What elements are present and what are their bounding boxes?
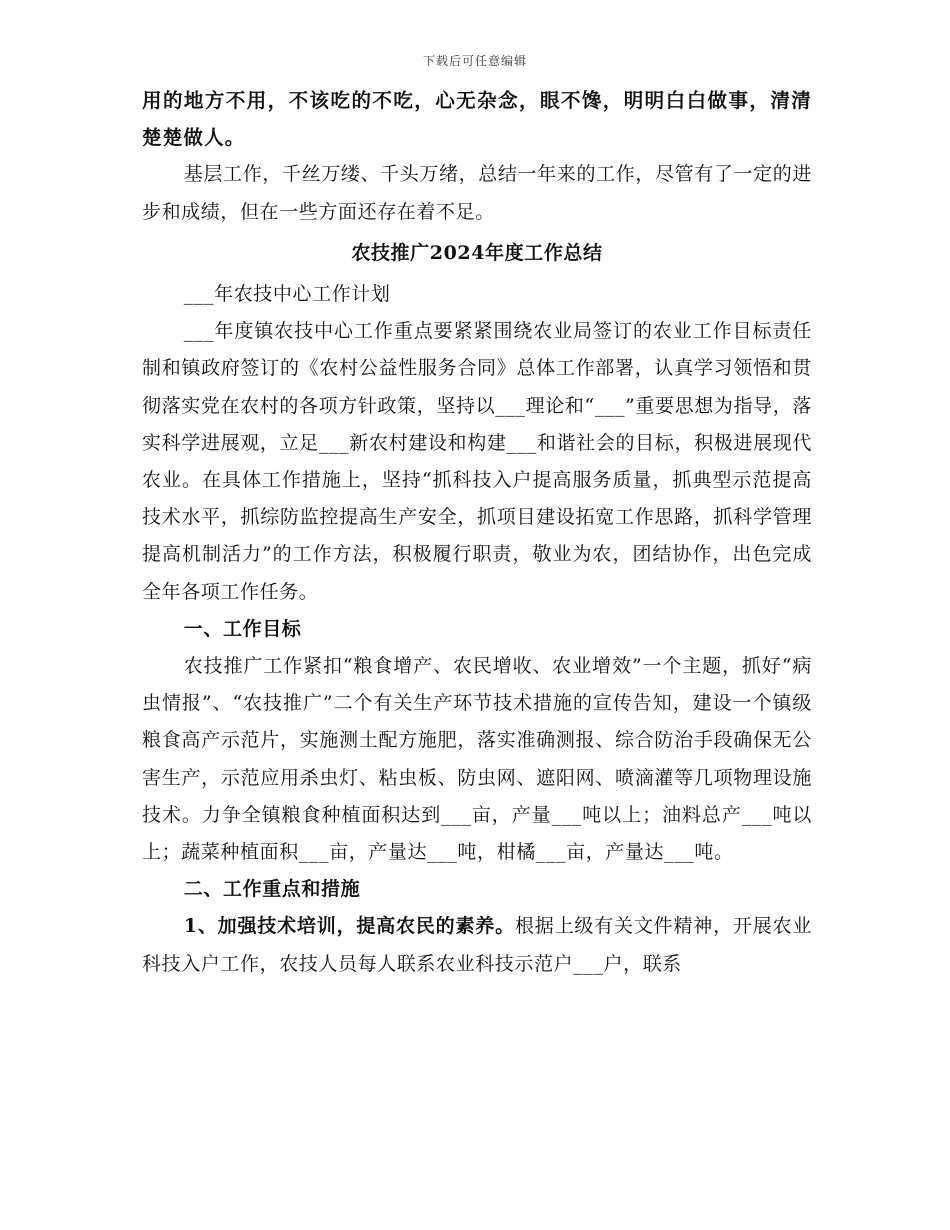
document-body xyxy=(142,82,812,983)
section-heading-goals: 一、工作目标 xyxy=(183,617,302,640)
paragraph-plan-heading: ___年农技中心工作计划 xyxy=(183,283,391,306)
paragraph-summary: 基层工作，千丝万缕、千头万绪，总结一年来的工作，尽管有了一定的进步和成绩，但在一些方面还存在着不足。 xyxy=(142,163,812,223)
paragraph-training-lead: 1、加强技术培训，提高农民的素养。 xyxy=(183,915,515,938)
paragraph-closing-bold: 用的地方不用，不该吃的不吃，心无杂念，眼不馋，明明白白做事，清清楚楚做人。 xyxy=(142,89,812,150)
document-title: 农技推广2024年度工作总结 xyxy=(351,241,603,264)
page-header-note: 下载后可任意编辑 xyxy=(422,54,527,68)
section-heading-measures: 二、工作重点和措施 xyxy=(183,878,361,901)
paragraph-plan-intro: ___年度镇农技中心工作重点要紧紧围绕农业局签订的农业工作目标责任制和镇政府签订的《农村公益性服务合同》总体工作部署，认真学习领悟和贯彻落实党在农村的各项方针政策，坚持以___理论和“___”重要思想为指导，落实科学进展观，立足___新农村建设和构建___和谐社会的目标，积极进展现代农业。在具体工作措施上，坚持“抓科技入户提高服务质量，抓典型示范提高技术水平，抓综防监控提高生产安全，抓项目建设拓宽工作思路，抓科学管理提高机制活力”的工作方法，积极履行职责，敬业为农，团结协作，出色完成全年各项工作任务。 xyxy=(142,320,812,603)
paragraph-goals: 农技推广工作紧扣“粮食增产、农民增收、农业增效”一个主题，抓好“病虫情报”、“农技推广”二个有关生产环节技术措施的宣传告知，建设一个镇级粮食高产示范片，实施测土配方施肥，落实准确测报、综合防治手段确保无公害生产，示范应用杀虫灯、粘虫板、防虫网、遮阳网、喷滴灌等几项物理设施技术。力争全镇粮食种植面积达到___亩，产量___吨以上；油料总产___吨以上；蔬菜种植面积___亩，产量达___吨，柑橘___亩，产量达___吨。 xyxy=(142,655,812,864)
paragraph-training xyxy=(142,908,812,982)
paragraph-training-text: 根据上级有关文件精神，开展农业科技入户工作，农技人员每人联系农业科技示范户___户，联系 xyxy=(142,915,812,975)
